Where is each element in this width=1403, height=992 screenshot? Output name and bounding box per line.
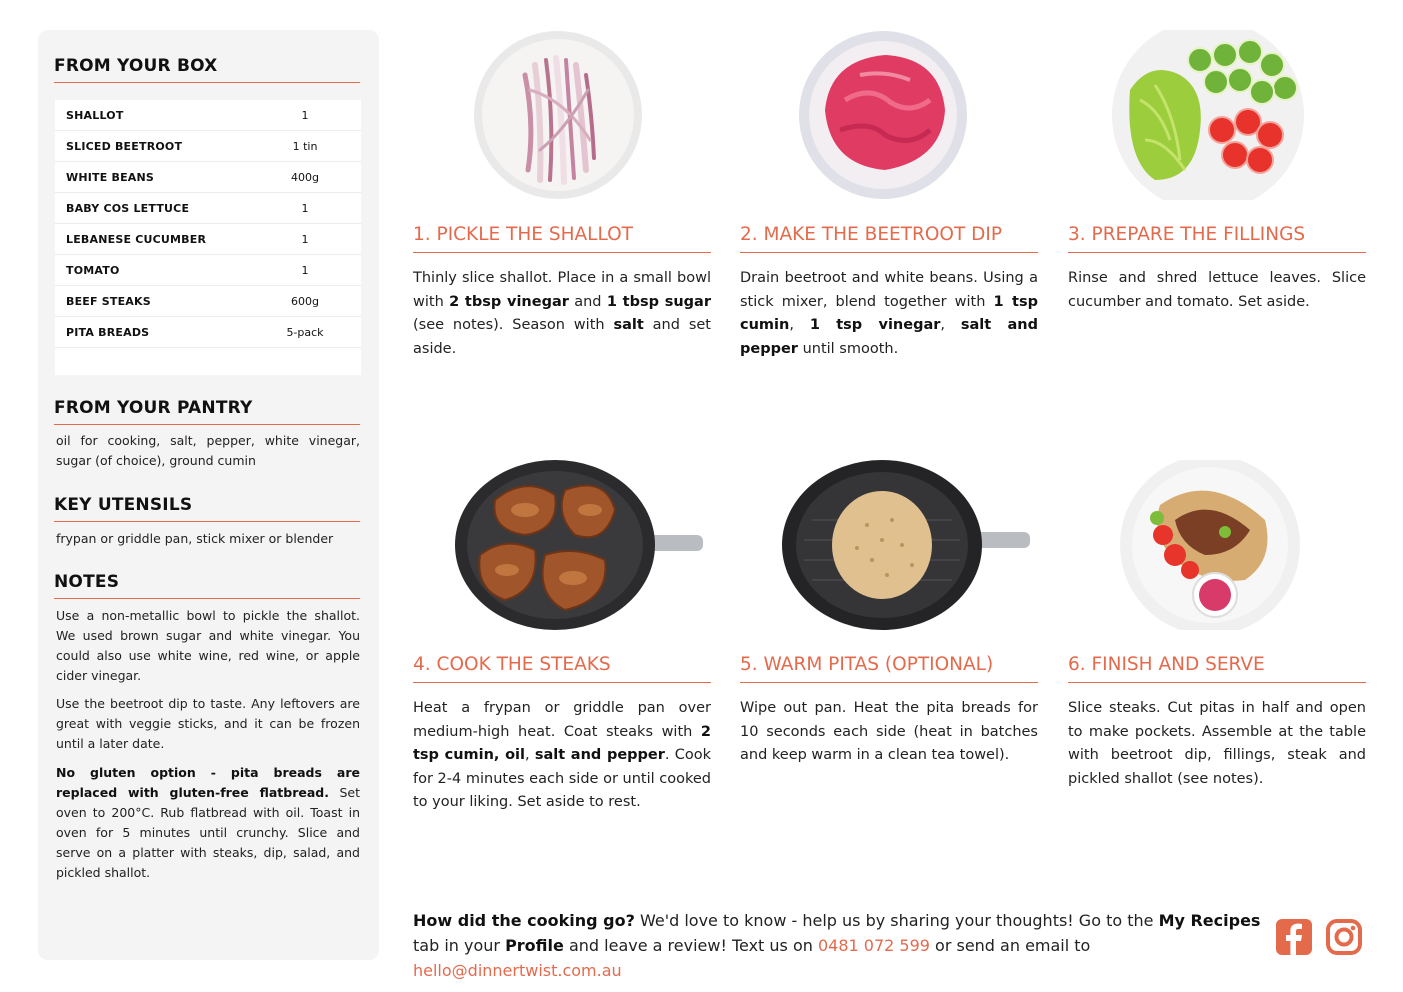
finished-dish-image <box>1115 460 1305 630</box>
footer-text: We'd love to know - help us by sharing your thoughts! Go to the <box>634 911 1159 930</box>
step-text: , <box>940 317 961 333</box>
ingredient-qty: 1 <box>301 232 309 246</box>
step-bold: 1 tsp cumin <box>740 293 1038 333</box>
step-bold: salt and pepper <box>534 747 665 763</box>
step-text: , <box>525 747 535 763</box>
facebook-icon[interactable] <box>1275 918 1313 956</box>
ingredient-qty: 1 tin <box>292 139 318 153</box>
ingredient-qty: 5-pack <box>286 325 324 339</box>
step-2-title: 2. MAKE THE BEETROOT DIP <box>740 224 1038 253</box>
ingredient-name: BABY COS LETTUCE <box>66 201 190 215</box>
ingredient-qty: 400g <box>291 170 319 184</box>
step-2-body <box>740 267 1038 361</box>
step-5-body: Wipe out pan. Heat the pita breads for 10 seconds each side (heat in batches and keep warm in a clean tea towel). <box>740 700 1038 763</box>
step-text: . Cook for 2-4 minutes each side or until cooked to your liking. Set aside to rest. <box>413 747 711 810</box>
ingredient-name: TOMATO <box>66 263 120 277</box>
ingredient-name: BEEF STEAKS <box>66 294 151 308</box>
step-bold: 2 tsp cumin, oil <box>413 723 711 763</box>
notes-paragraph-3 <box>56 763 360 883</box>
step-text: and <box>568 293 607 310</box>
instagram-icon[interactable] <box>1325 918 1363 956</box>
step-3-body: Rinse and shred lettuce leaves. Slice cucumber and tomato. Set aside. <box>1068 270 1366 310</box>
step-5-title: 5. WARM PITAS (OPTIONAL) <box>740 654 1038 683</box>
steaks-pan-image <box>455 460 705 630</box>
step-bold: 2 tbsp vinegar <box>449 293 569 310</box>
gluten-free-text: Set oven to 200°C. Rub flatbread with oil. Toast in oven for 5 minutes until crunchy. Slice and serve on a platter with steaks, dip, salad, and pickled shallot. <box>56 785 360 880</box>
pantry-text: oil for cooking, salt, pepper, white vinegar, sugar (of choice), ground cumin <box>56 433 360 468</box>
from-your-box-heading: FROM YOUR BOX <box>54 56 360 83</box>
feedback-question: How did the cooking go? <box>413 911 635 930</box>
table-row <box>55 224 361 255</box>
notes-paragraph-2: Use the beetroot dip to taste. Any leftovers are great with veggie sticks, and it can be frozen until a later date. <box>56 696 360 751</box>
step-text: and set aside. <box>413 317 711 357</box>
beetroot-dip-image <box>790 30 976 200</box>
ingredient-name: PITA BREADS <box>66 325 150 339</box>
profile-label: Profile <box>505 936 564 955</box>
table-row <box>55 286 361 317</box>
step-text: Drain beetroot and white beans. Using a stick mixer, blend together with <box>740 270 1038 310</box>
table-row <box>55 193 361 224</box>
table-row <box>55 255 361 286</box>
from-your-pantry-heading: FROM YOUR PANTRY <box>54 398 360 425</box>
step-4-title: 4. COOK THE STEAKS <box>413 654 711 683</box>
step-text: , <box>789 317 810 333</box>
step-6-body: Slice steaks. Cut pitas in half and open to make pockets. Assemble at the table with beetroot dip, fillings, steak and pickled shallot (see notes). <box>1068 700 1366 787</box>
step-bold: salt and pepper <box>740 317 1039 357</box>
step-4-body <box>413 697 711 815</box>
step-text: until smooth. <box>797 340 899 357</box>
ingredient-name: LEBANESE CUCUMBER <box>66 232 207 246</box>
table-row <box>55 131 361 162</box>
step-1-title: 1. PICKLE THE SHALLOT <box>413 224 711 253</box>
key-utensils-heading: KEY UTENSILS <box>54 495 360 522</box>
ingredient-name: WHITE BEANS <box>66 170 155 184</box>
shallot-bowl-image <box>470 30 646 200</box>
email-link[interactable]: hello@dinnertwist.com.au <box>413 961 622 980</box>
step-6-title: 6. FINISH AND SERVE <box>1068 654 1366 683</box>
step-bold: 1 tbsp sugar <box>606 293 711 310</box>
ingredient-qty: 600g <box>291 294 319 308</box>
ingredient-qty: 1 <box>301 201 309 215</box>
box-ingredients-table <box>55 100 361 375</box>
ingredient-name: SLICED BEETROOT <box>66 139 183 153</box>
step-text: Thinly slice shallot. Place in a small bowl with <box>413 270 711 310</box>
utensils-text: frypan or griddle pan, stick mixer or blender <box>56 531 334 546</box>
phone-link[interactable]: 0481 072 599 <box>817 936 930 955</box>
my-recipes-label: My Recipes <box>1158 911 1261 930</box>
feedback-footer <box>413 908 1263 983</box>
step-bold: salt <box>613 317 644 333</box>
step-bold: 1 tsp vinegar <box>809 317 941 333</box>
footer-text: or send an email to <box>929 936 1091 955</box>
ingredient-name: SHALLOT <box>66 108 124 122</box>
notes-paragraph-1: Use a non-metallic bowl to pickle the shallot. We used brown sugar and white vinegar. You could also use white wine, red wine, or apple cider vinegar. <box>56 608 360 683</box>
ingredient-qty: 1 <box>301 263 309 277</box>
ingredients-sidebar <box>38 30 379 960</box>
step-text: (see notes). Season with <box>413 317 614 333</box>
table-row <box>55 100 361 131</box>
pita-pan-image <box>782 460 1032 630</box>
step-text: Heat a frypan or griddle pan over medium-high heat. Coat steaks with <box>413 700 711 740</box>
footer-text: tab in your <box>413 936 506 955</box>
gluten-free-bold: No gluten option - pita breads are replaced with gluten-free flatbread. <box>56 765 360 800</box>
fillings-plate-image <box>1110 30 1306 200</box>
table-row <box>55 317 361 348</box>
footer-text: and leave a review! Text us on <box>563 936 818 955</box>
step-3-title: 3. PREPARE THE FILLINGS <box>1068 224 1366 253</box>
ingredient-qty: 1 <box>301 108 309 122</box>
notes-heading: NOTES <box>54 572 360 599</box>
table-row <box>55 162 361 193</box>
step-1-body <box>413 267 711 361</box>
